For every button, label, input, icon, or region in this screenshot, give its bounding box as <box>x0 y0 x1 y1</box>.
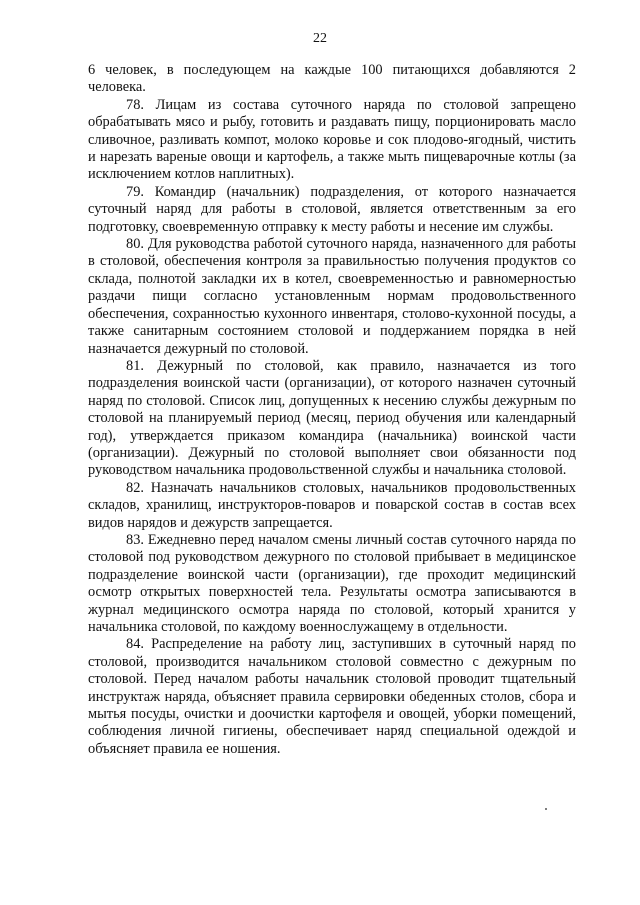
paragraph-79: 79. Командир (начальник) подразделения, от которого назначается суточный наряд для работы в столовой, является ответственным за его подготовку, своевременную отправку к месту работы и несение им службы. <box>88 183 576 235</box>
paragraph-83: 83. Ежедневно перед началом смены личный состав суточного наряда по столовой под руководством дежурного по столовой прибывает в медицинское подразделение воинской части (организации), где проходит медицинский осмотр открытых поверхностей тела. Результаты осмотра записываются в журнал медицинского осмотра наряда по столовой, который хранится у начальника столовой, по каждому военнослужащему в отдельности. <box>88 531 576 635</box>
paragraph-82: 82. Назначать начальников столовых, начальников продовольственных складов, хранилищ, инструкторов-поваров и поварской состав в состав всех видов нарядов и дежурств запрещается. <box>88 479 576 531</box>
paragraph-81: 81. Дежурный по столовой, как правило, назначается из того подразделения воинской части (организации), от которого назначен суточный наряд по столовой. Список лиц, допущенных к несению службы дежурным по столовой на планируемый период (месяц, период обучения или календарный год), утверждается приказом командира (начальника) воинской части (организации). Дежурный по столовой выполняет свои обязанности под руководством начальника продовольственной службы и начальника столовой. <box>88 357 576 479</box>
paragraph-84: 84. Распределение на работу лиц, заступивших в суточный наряд по столовой, производится начальником столовой совместно с дежурным по столовой. Перед началом работы начальник столовой проводит тщательный инструктаж наряда, объясняет правила сервировки обеденных столов, сбора и мытья посуды, очистки и доочистки картофеля и овощей, уборки помещений, соблюдения личной гигиены, обеспечивает наряд специальной одеждой и объясняет правила ее ношения. <box>88 636 576 757</box>
document-body <box>88 62 576 758</box>
page-number: 22 <box>313 31 327 46</box>
paragraph-78: 78. Лицам из состава суточного наряда по столовой запрещено обрабатывать мясо и рыбу, готовить и раздавать пищу, порционировать масло сливочное, разливать компот, молоко коровье и сок плодово-ягодный, чистить и нарезать вареные овощи и картофель, а также мыть пищеварочные котлы (за исключением котлов наплитных). <box>88 96 576 183</box>
paragraph-continuation: 6 человек, в последующем на каждые 100 питающихся добавляются 2 человека. <box>88 62 576 96</box>
scan-speck <box>545 808 547 810</box>
paragraph-80: 80. Для руководства работой суточного наряда, назначенного для работы в столовой, обеспечения контроля за правильностью получения продуктов со склада, полнотой закладки их в котел, своевременностью и равномерностью раздачи пищи согласно установленным нормам продовольственного обеспечения, сохранностью кухонного инвентаря, столово-кухонной посуды, а также санитарным состоянием столовой и поддержанием порядка в ней назначается дежурный по столовой. <box>88 236 576 357</box>
